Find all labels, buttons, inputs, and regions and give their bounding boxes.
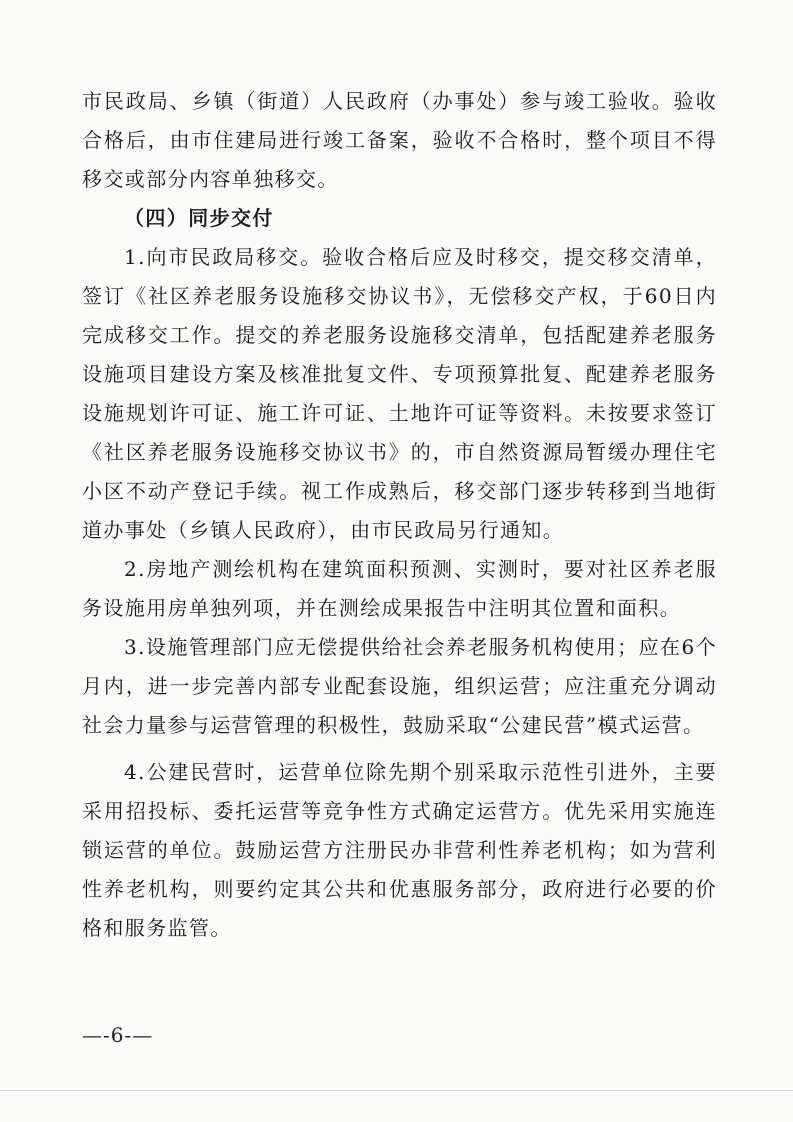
list-item-3: 3.设施管理部门应无偿提供给社会养老服务机构使用；应在6个月内，进一步完善内部专业配套设施，组织运营；应注重充分调动社会力量参与运营管理的积极性，鼓励采取“公建民营”模式运营。 [82,635,717,737]
page-number: —-6-— [82,1023,154,1047]
paragraph-gap [82,745,717,753]
section-heading: （四）同步交付 [124,206,274,230]
document-body [82,82,717,948]
list-item-1: 1.向市民政局移交。验收合格后应及时移交，提交移交清单，签订《社区养老服务设施移交协议书》，无偿移交产权，于60日内完成移交工作。提交的养老服务设施移交清单，包括配建养老服务设施项目建设方案及核准批复文件、专项预算批复、配建养老服务设施规划许可证、施工许可证、土地许可证等资料。未按要求签订《社区养老服务设施移交协议书》的，市自然资源局暂缓办理住宅小区不动产登记手续。视工作成熟后，移交部门逐步转移到当地街道办事处（乡镇人民政府），由市民政局另行通知。 [82,245,717,542]
list-item-2: 2.房地产测绘机构在建筑面积预测、实测时，要对社区养老服务设施用房单独列项，并在测绘成果报告中注明其位置和面积。 [82,557,717,620]
continued-paragraph: 市民政局、乡镇（街道）人民政府（办事处）参与竣工验收。验收合格后，由市住建局进行竣工备案，验收不合格时，整个项目不得移交或部分内容单独移交。 [82,89,717,191]
scan-artifact-line [0,1090,793,1091]
list-item-4: 4.公建民营时，运营单位除先期个别采取示范性引进外，主要采用招投标、委托运营等竞争性方式确定运营方。优先采用实施连锁运营的单位。鼓励运营方注册民办非营利性养老机构；如为营利性养老机构，则要约定其公共和优惠服务部分，政府进行必要的价格和服务监管。 [82,760,717,940]
